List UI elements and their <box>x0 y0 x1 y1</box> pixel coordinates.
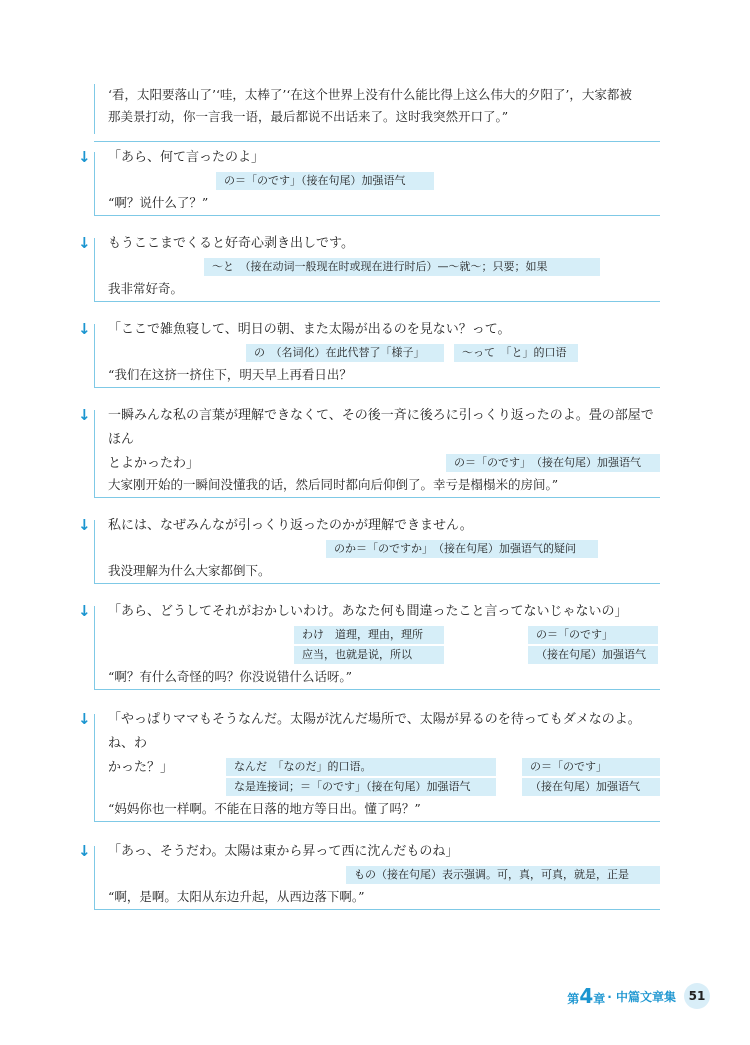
chapter-number: 4 <box>579 984 594 1008</box>
bottom-rule <box>94 909 660 910</box>
grammar-note: の＝「のです」（接在句尾）加强语气 <box>216 172 434 190</box>
grammar-note: 应当，也就是说，所以 <box>294 646 444 664</box>
japanese-sentence: 私には、なぜみんなが引っくり返ったのかが理解できません。 <box>108 518 473 533</box>
chinese-translation: 大家刚开始的一瞬间没懂我的话，然后同时都向后仰倒了。幸亏是榻榻米的房间。” <box>108 477 559 492</box>
chinese-translation: “啊，是啊。太阳从东边升起，从西边落下啊。” <box>108 889 365 904</box>
entry <box>78 840 660 904</box>
japanese-sentence: 「あっ、そうだわ。太陽は東から昇って西に沈んだものね」 <box>108 844 459 859</box>
left-rule <box>94 238 95 302</box>
grammar-note: もの（接在句尾）表示强调。可，真，可真，就是，正是 <box>346 866 660 884</box>
grammar-note: の （名词化）在此代替了「様子」 <box>246 344 444 362</box>
entry <box>78 404 660 492</box>
japanese-sentence: 「ここで雑魚寝して、明日の朝、また太陽が出るのを見ない？って。 <box>108 322 511 337</box>
japanese-sentence: 「あら、どうしてそれがおかしいわけ。あなた何も間違ったこと言ってないじゃないの」 <box>108 604 628 619</box>
left-rule <box>94 846 95 910</box>
japanese-sentence: 「やっぱりママもそうなんだ。太陽が沈んだ場所で、太陽が昇るのを待ってもダメなのよ。ね、わ <box>108 712 641 751</box>
bottom-rule <box>94 215 660 216</box>
chinese-translation: 我非常好奇。 <box>108 281 184 296</box>
down-arrow-icon: ↓ <box>78 320 91 338</box>
chinese-translation: “啊？有什么奇怪的吗？你没说错什么话呀。” <box>108 669 353 684</box>
down-arrow-icon: ↓ <box>78 406 91 424</box>
grammar-note: ～と （接在动词一般现在时或现在进行时后）—～就～；只要；如果 <box>204 258 600 276</box>
down-arrow-icon: ↓ <box>78 148 91 166</box>
down-arrow-icon: ↓ <box>78 234 91 252</box>
chinese-translation: “妈妈你也一样啊。不能在日落的地方等日出。懂了吗？” <box>108 801 421 816</box>
japanese-sentence: もうここまでくると好奇心剥き出しです。 <box>108 236 354 251</box>
entry <box>78 318 660 382</box>
grammar-note: ～って 「と」的口语 <box>454 344 578 362</box>
intro-line: 那美景打动，你一言我一语，最后都说不出话来了。这时我突然开口了。” <box>108 109 509 124</box>
entry <box>78 600 660 684</box>
grammar-note: わけ 道理，理由，理所 <box>294 626 444 644</box>
chinese-translation: “啊？说什么了？” <box>108 195 209 210</box>
left-rule <box>94 714 95 822</box>
page-number: 51 <box>684 983 710 1009</box>
grammar-note: のか＝「のですか」 （接在句尾）加强语气的疑问 <box>326 540 598 558</box>
down-arrow-icon: ↓ <box>78 516 91 534</box>
down-arrow-icon: ↓ <box>78 602 91 620</box>
left-rule <box>94 606 95 690</box>
grammar-note: （接在句尾）加强语气 <box>522 778 660 796</box>
bottom-rule <box>94 583 660 584</box>
grammar-note: の＝「のです」 <box>528 626 658 644</box>
grammar-note: の＝「のです」 （接在句尾）加强语气 <box>446 454 660 472</box>
left-rule <box>94 324 95 388</box>
intro-paragraph <box>108 84 660 128</box>
grammar-note: なんだ 「なのだ」的口语。 <box>226 758 496 776</box>
entry <box>78 232 660 296</box>
chapter-title: · 中篇文章集 <box>607 989 676 1004</box>
bottom-rule <box>94 821 660 822</box>
grammar-note: な是连接词；＝「のです」（接在句尾）加强语气 <box>226 778 496 796</box>
page-footer <box>567 983 710 1009</box>
down-arrow-icon: ↓ <box>78 710 91 728</box>
entry <box>78 514 660 578</box>
entry <box>78 146 660 210</box>
grammar-note: の＝「のです」 <box>522 758 660 776</box>
bottom-rule <box>94 387 660 388</box>
chinese-translation: “我们在这挤一挤住下，明天早上再看日出？ <box>108 367 352 382</box>
bottom-rule <box>94 497 660 498</box>
entry <box>78 708 660 816</box>
left-rule <box>94 520 95 584</box>
intro-line: ‘看，太阳要落山了’‘哇，太棒了’‘在这个世界上没有什么能比得上这么伟大的夕阳了’，大家都被 <box>108 87 632 102</box>
chapter-label: 第4章 <box>567 984 606 1008</box>
bottom-rule <box>94 301 660 302</box>
bottom-rule <box>94 141 660 142</box>
down-arrow-icon: ↓ <box>78 842 91 860</box>
chinese-translation: 我没理解为什么大家都倒下。 <box>108 563 271 578</box>
japanese-sentence: とよかったわ」 <box>108 456 200 471</box>
japanese-sentence: 「あら、何て言ったのよ」 <box>108 150 265 165</box>
left-rule <box>94 84 95 134</box>
grammar-note: （接在句尾）加强语气 <box>528 646 658 664</box>
japanese-sentence: かった？」 <box>108 760 174 775</box>
left-rule <box>94 152 95 216</box>
bottom-rule <box>94 689 660 690</box>
japanese-sentence: 一瞬みんな私の言葉が理解できなくて、その後一斉に後ろに引っくり返ったのよ。畳の部屋でほん <box>108 408 654 447</box>
left-rule <box>94 410 95 498</box>
